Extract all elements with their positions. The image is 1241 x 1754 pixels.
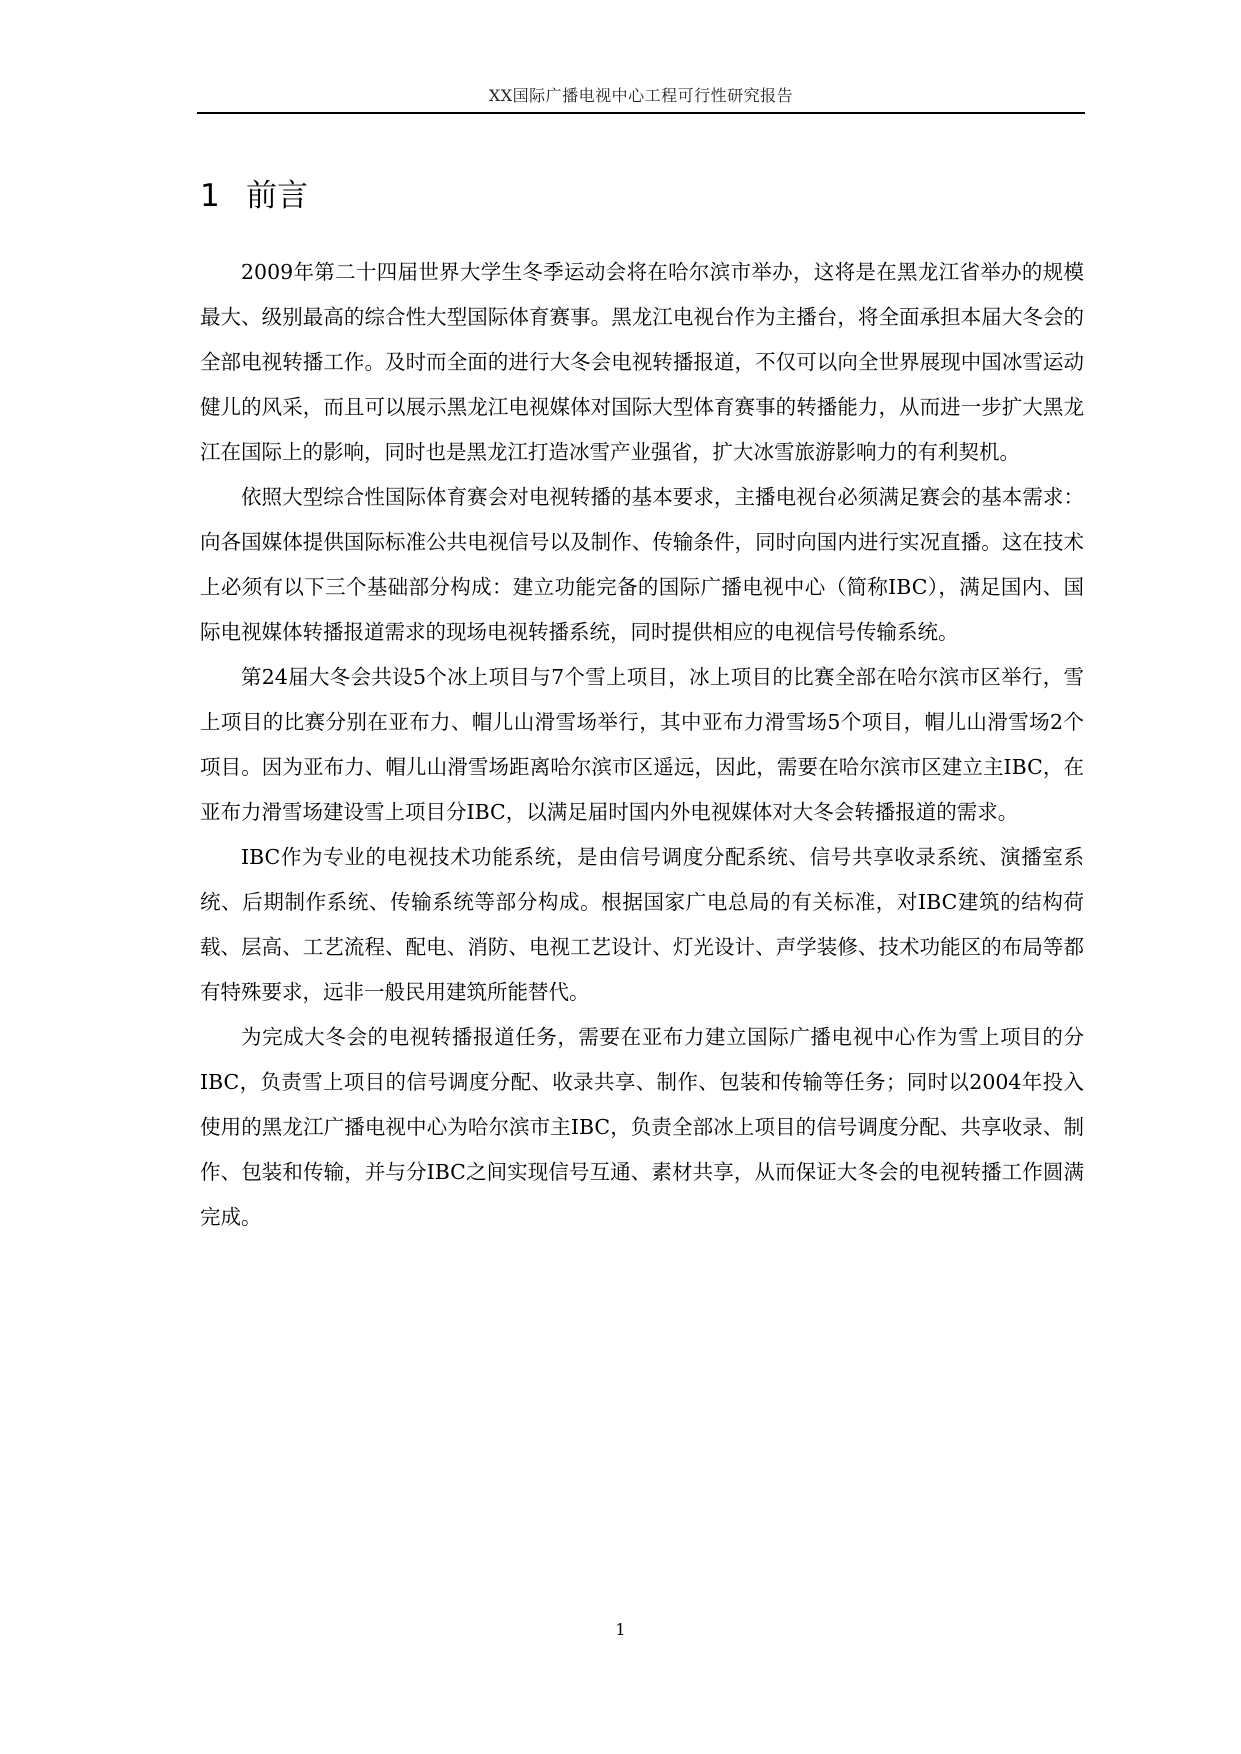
- body-text: [200, 250, 1084, 1240]
- paragraph: 第24届大冬会共设5个冰上项目与7个雪上项目，冰上项目的比赛全部在哈尔滨市区举行，雪上项目的比赛分别在亚布力、帽儿山滑雪场举行，其中亚布力滑雪场5个项目，帽儿山滑雪场2个项目。因为亚布力、帽儿山滑雪场距离哈尔滨市区遥远，因此，需要在哈尔滨市区建立主IBC，在亚布力滑雪场建设雪上项目分IBC，以满足届时国内外电视媒体对大冬会转播报道的需求。: [200, 665, 1084, 824]
- page-number: 1: [615, 1620, 626, 1639]
- chapter-heading: [200, 176, 308, 216]
- paragraph: 2009年第二十四届世界大学生冬季运动会将在哈尔滨市举办，这将是在黑龙江省举办的规模最大、级别最高的综合性大型国际体育赛事。黑龙江电视台作为主播台，将全面承担本届大冬会的全部电视转播工作。及时而全面的进行大冬会电视转播报道，不仅可以向全世界展现中国冰雪运动健儿的风采，而且可以展示黑龙江电视媒体对国际大型体育赛事的转播能力，从而进一步扩大黑龙江在国际上的影响，同时也是黑龙江打造冰雪产业强省，扩大冰雪旅游影响力的有利契机。: [200, 260, 1084, 464]
- paragraph: 依照大型综合性国际体育赛会对电视转播的基本要求，主播电视台必须满足赛会的基本需求：向各国媒体提供国际标准公共电视信号以及制作、传输条件，同时向国内进行实况直播。这在技术上必须有以下三个基础部分构成：建立功能完备的国际广播电视中心（简称IBC），满足国内、国际电视媒体转播报道需求的现场电视转播系统，同时提供相应的电视信号传输系统。: [200, 485, 1084, 644]
- chapter-title: 前言: [246, 178, 308, 214]
- chapter-number: 1: [200, 178, 220, 214]
- paragraph: 为完成大冬会的电视转播报道任务，需要在亚布力建立国际广播电视中心作为雪上项目的分IBC，负责雪上项目的信号调度分配、收录共享、制作、包装和传输等任务；同时以2004年投入使用的黑龙江广播电视中心为哈尔滨市主IBC，负责全部冰上项目的信号调度分配、共享收录、制作、包装和传输，并与分IBC之间实现信号互通、素材共享，从而保证大冬会的电视转播工作圆满完成。: [200, 1025, 1084, 1229]
- paragraph: IBC作为专业的电视技术功能系统，是由信号调度分配系统、信号共享收录系统、演播室系统、后期制作系统、传输系统等部分构成。根据国家广电总局的有关标准，对IBC建筑的结构荷载、层高、工艺流程、配电、消防、电视工艺设计、灯光设计、声学装修、技术功能区的布局等都有特殊要求，远非一般民用建筑所能替代。: [200, 845, 1084, 1004]
- running-header: XX国际广播电视中心工程可行性研究报告: [488, 86, 794, 105]
- header-divider: [197, 112, 1085, 114]
